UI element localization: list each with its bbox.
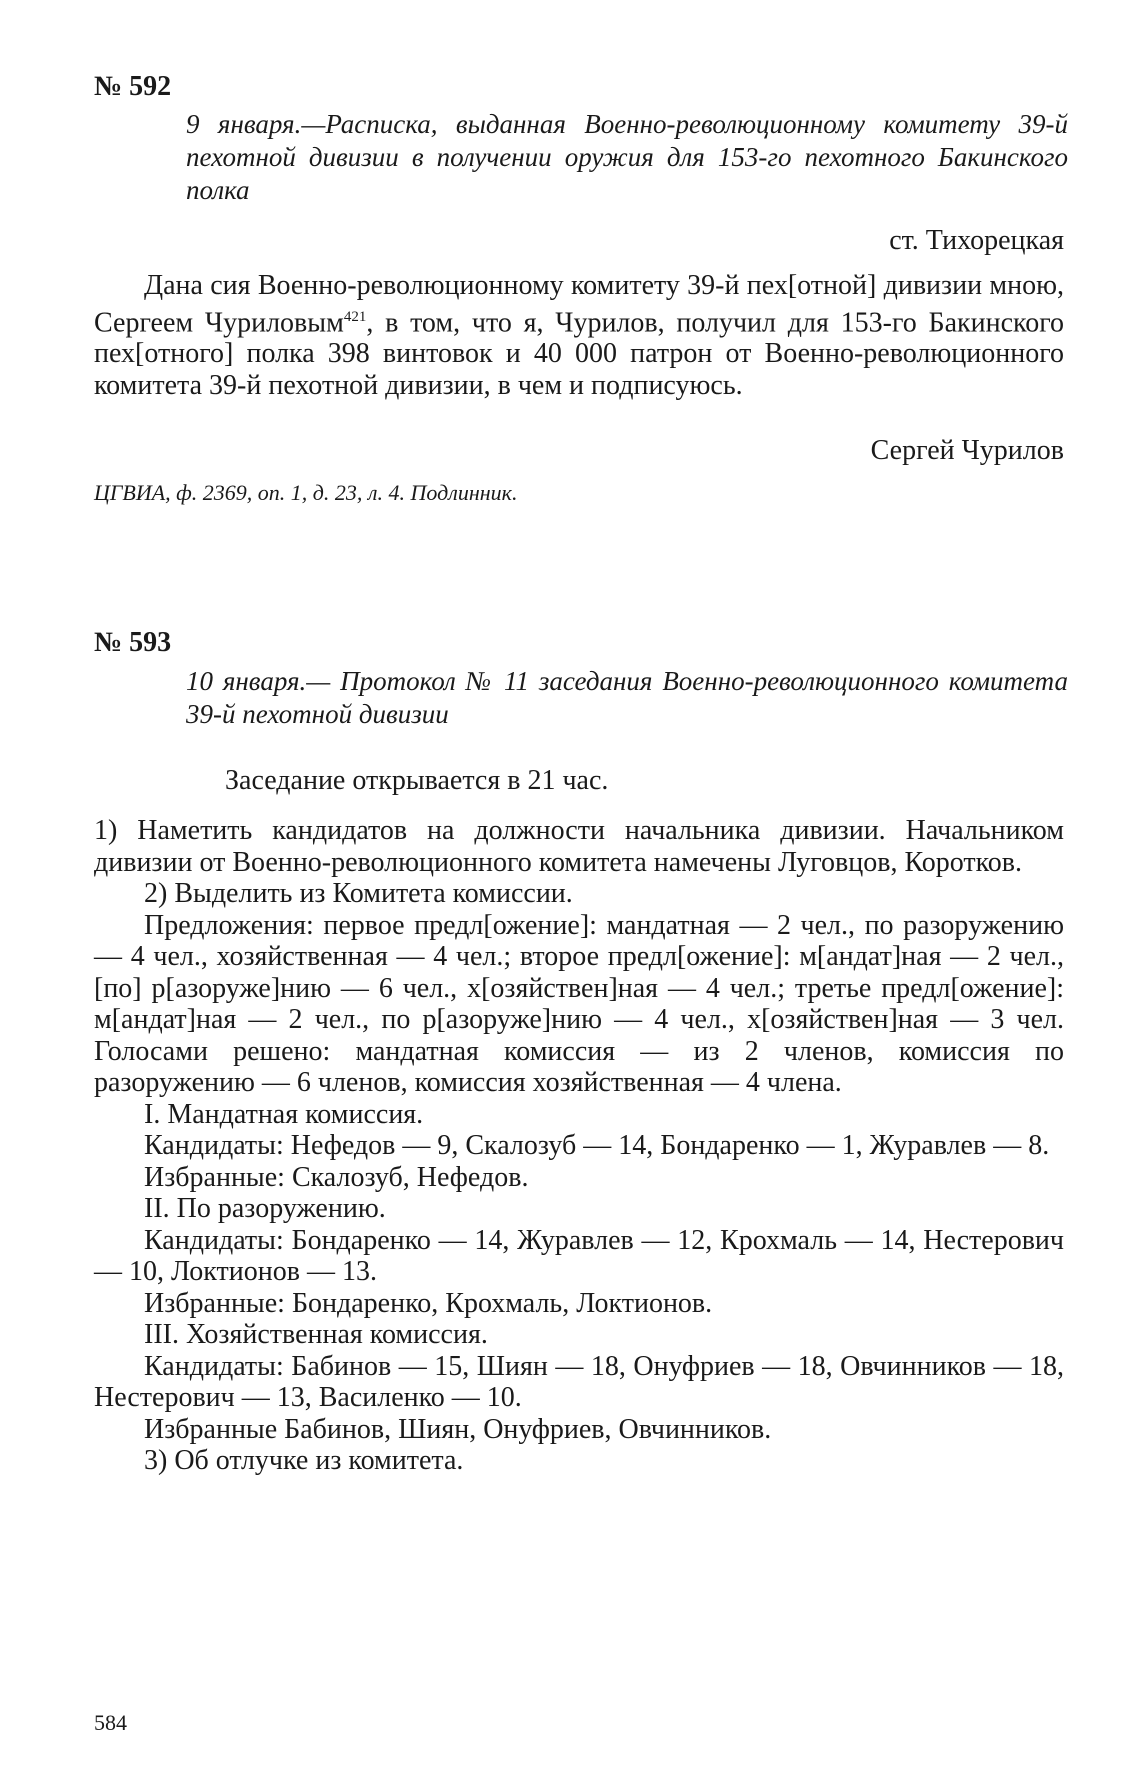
protocol-paragraph: 2) Выделить из Комитета комиссии.: [144, 878, 573, 909]
signature: Сергей Чурилов: [870, 435, 1064, 466]
protocol-paragraph: Избранные Бабинов, Шиян, Онуфриев, Овчинников.: [144, 1413, 772, 1445]
receipt-text: [94, 270, 1064, 401]
protocol-paragraph: Избранные: Бондаренко, Крохмаль, Локтионов.: [144, 1287, 713, 1319]
protocol-paragraph: 3) Об отлучке из комитета.: [144, 1445, 464, 1476]
protocol-paragraph: III. Хозяйственная комиссия.: [144, 1319, 488, 1350]
protocol-paragraph: I. Мандатная комиссия.: [144, 1098, 424, 1130]
protocol-paragraph: Избранные: Скалозуб, Нефедов.: [144, 1161, 529, 1193]
document-number-592: № 592: [94, 71, 172, 102]
receipt-text-part-2: , в том, что я, Чурилов, получил для 153-го Бакинского пех[отного] полка 398 винтовок и 40 000 патрон от Военно-революционного комитета 39-й пехотной дивизии, в чем и подписуюсь.: [94, 306, 1064, 401]
page-number: 584: [94, 1710, 127, 1735]
protocol-body: [94, 815, 1064, 1477]
footnote-marker: 421: [343, 308, 367, 325]
document-body-592: [94, 270, 1064, 401]
protocol-paragraph: II. По разоружению.: [144, 1193, 386, 1224]
protocol-paragraph: Кандидаты: Нефедов — 9, Скалозуб — 14, Бондаренко — 1, Журавлев — 8.: [144, 1130, 1050, 1161]
document-heading-592: 9 января.—Расписка, выданная Военно-революционному комитету 39-й пехотной дивизии в получении оружия для 153-го пехотного Бакинского полка: [186, 109, 1068, 205]
document-place: ст. Тихорецкая: [889, 225, 1064, 256]
archive-source: ЦГВИА, ф. 2369, оп. 1, д. 23, л. 4. Подлинник.: [94, 480, 518, 505]
protocol-paragraph: Предложения: первое предл[ожение]: мандатная — 2 чел., по разоружению — 4 чел., хозяйственная — 4 чел.; второе предл[ожение]: м[андат]ная — 2 чел., [по] р[азоруже]нию — 6 чел., х[озяйствен]ная — 4 чел.; третье предл[ожение]: м[андат]ная — 2 чел., по р[азоруже]нию — 4 чел., х[озяйствен]ная — 3 чел. Голосами решено: мандатная комиссия — из 2 членов, комиссия по разоружению — 6 членов, комиссия хозяйственная — 4 члена.: [94, 909, 1064, 1098]
protocol-paragraph: 1) Наметить кандидатов на должности начальника дивизии. Начальником дивизии от Военно-революционного комитета намечены Луговцов, Коротков.: [94, 815, 1064, 878]
document-number-593: № 593: [94, 627, 172, 658]
session-opening: Заседание открывается в 21 час.: [225, 765, 609, 796]
document-heading-593: 10 января.— Протокол № 11 заседания Военно-революционного комитета 39-й пехотной дивизии: [186, 666, 1068, 729]
protocol-paragraph: Кандидаты: Бондаренко — 14, Журавлев — 12, Крохмаль — 14, Нестерович — 10, Локтионов — 13.: [94, 1224, 1064, 1287]
receipt-text-part-1: Дана сия Военно-революционному комитету 39-й пех[отной] дивизии мною, Сергеем Чуриловым: [94, 270, 1064, 338]
protocol-paragraph: Кандидаты: Бабинов — 15, Шиян — 18, Онуфриев — 18, Овчинников — 18, Нестерович — 13, Василенко — 10.: [94, 1350, 1064, 1413]
